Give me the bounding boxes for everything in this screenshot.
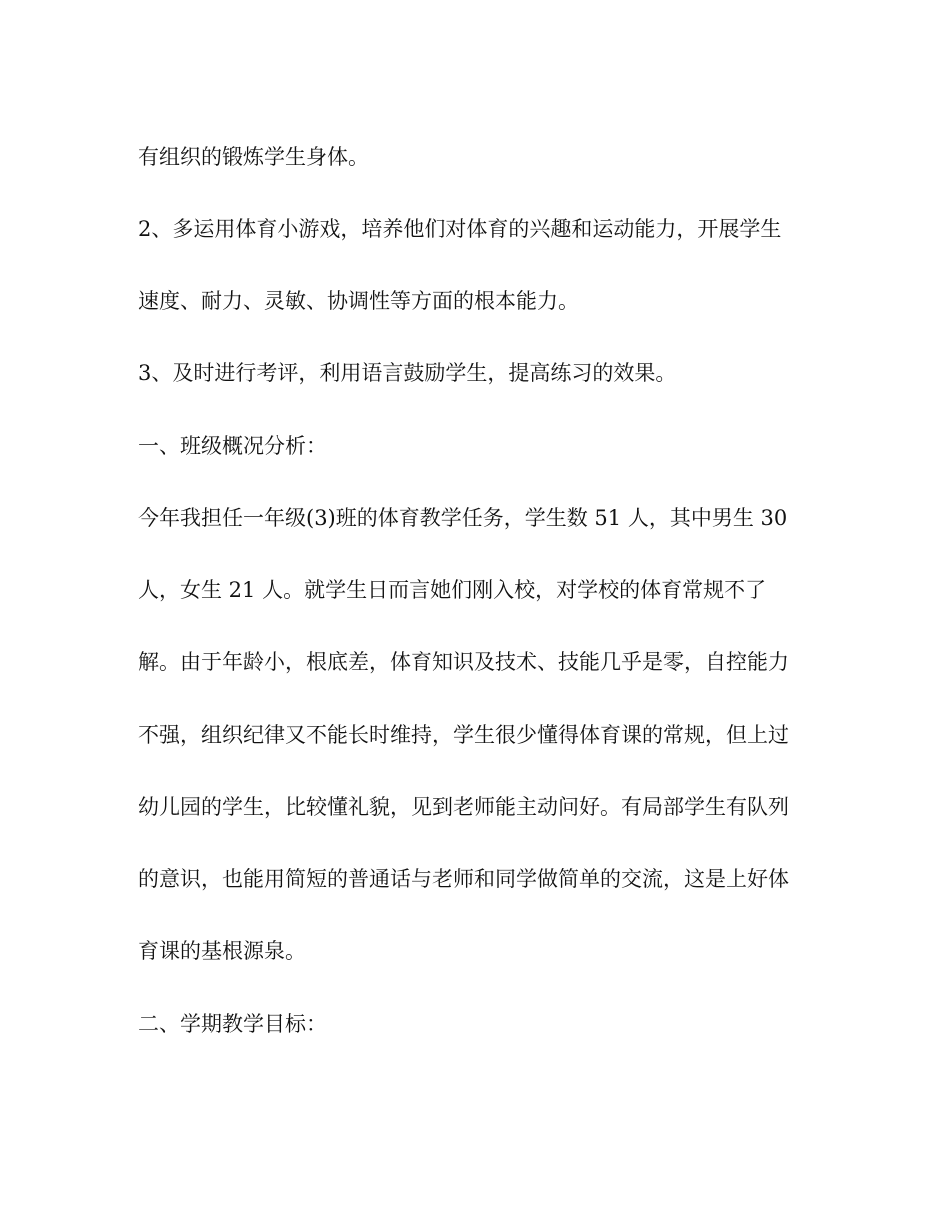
section-heading: 二、学期教学目标： (138, 1012, 327, 1036)
text-line: 2、多运用体育小游戏，培养他们对体育的兴趣和运动能力，开展学生 (138, 217, 782, 241)
text-line: 育课的基根源泉。 (138, 939, 306, 963)
text-line: 3、及时进行考评，利用语言鼓励学生，提高练习的效果。 (138, 361, 677, 385)
text-line: 解。由于年龄小，根底差，体育知识及技术、技能几乎是零，自控能力 (138, 650, 789, 674)
text-line: 的意识，也能用简短的普通话与老师和同学做简单的交流，这是上好体 (138, 867, 789, 891)
text-line: 不强，组织纪律又不能长时维持，学生很少懂得体育课的常规，但上过 (138, 723, 789, 747)
text-line: 速度、耐力、灵敏、协调性等方面的根本能力。 (138, 289, 579, 313)
section-heading: 一、班级概况分析： (138, 434, 327, 458)
text-line: 有组织的锻炼学生身体。 (138, 145, 369, 169)
text-line: 今年我担任一年级(3)班的体育教学任务，学生数 51 人，其中男生 30 (138, 506, 788, 530)
text-line: 幼儿园的学生，比较懂礼貌，见到老师能主动问好。有局部学生有队列 (138, 795, 789, 819)
text-line: 人，女生 21 人。就学生日而言她们刚入校，对学校的体育常规不了 (138, 578, 767, 602)
